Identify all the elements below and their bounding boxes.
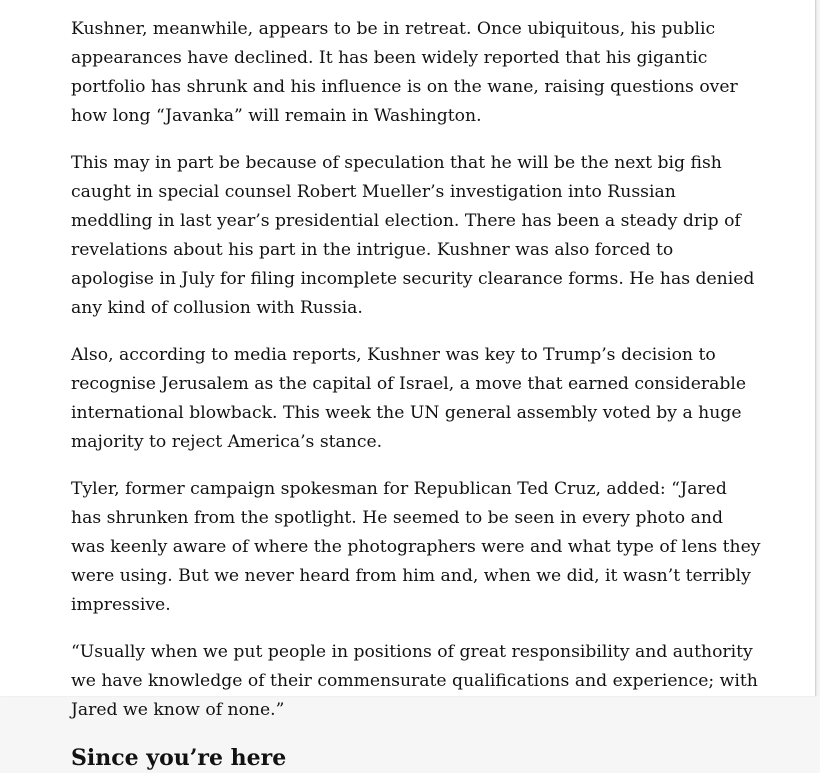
article-paragraph-3: Also, according to media reports, Kushner was key to Trump’s decision to recognise Jerusalem as the capital of Israel, a move that earned considerable international blowback. This week the UN general assembly voted by a huge majority to reject America’s stance. (71, 345, 747, 452)
article-paragraph-4: Tyler, former campaign spokesman for Republican Ted Cruz, added: “Jared has shrunken from the spotlight. He seemed to be seen in every photo and was keenly aware of where the photographers were and what type of lens they were using. But we never heard from him and, when we did, it wasn’t terribly impressive. (71, 479, 761, 615)
article-body (71, 15, 761, 773)
section-heading: Since you’re here (71, 745, 287, 771)
article-paragraph-5: “Usually when we put people in positions of great responsibility and authority we have knowledge of their commensurate qualifications and experience; with Jared we know of none.” (71, 642, 758, 720)
article-paragraph-1: Kushner, meanwhile, appears to be in retreat. Once ubiquitous, his public appearances have declined. It has been widely reported that his gigantic portfolio has shrunk and his influence is on the wane, raising questions over how long “Javanka” will remain in Washington. (71, 19, 738, 126)
article-paragraph-2: This may in part be because of speculation that he will be the next big fish caught in special counsel Robert Mueller’s investigation into Russian meddling in last year’s presidential election. There has been a steady drip of revelations about his part in the intrigue. Kushner was also forced to apologise in July for filing incomplete security clearance forms. He has denied any kind of collusion with Russia. (71, 153, 755, 318)
